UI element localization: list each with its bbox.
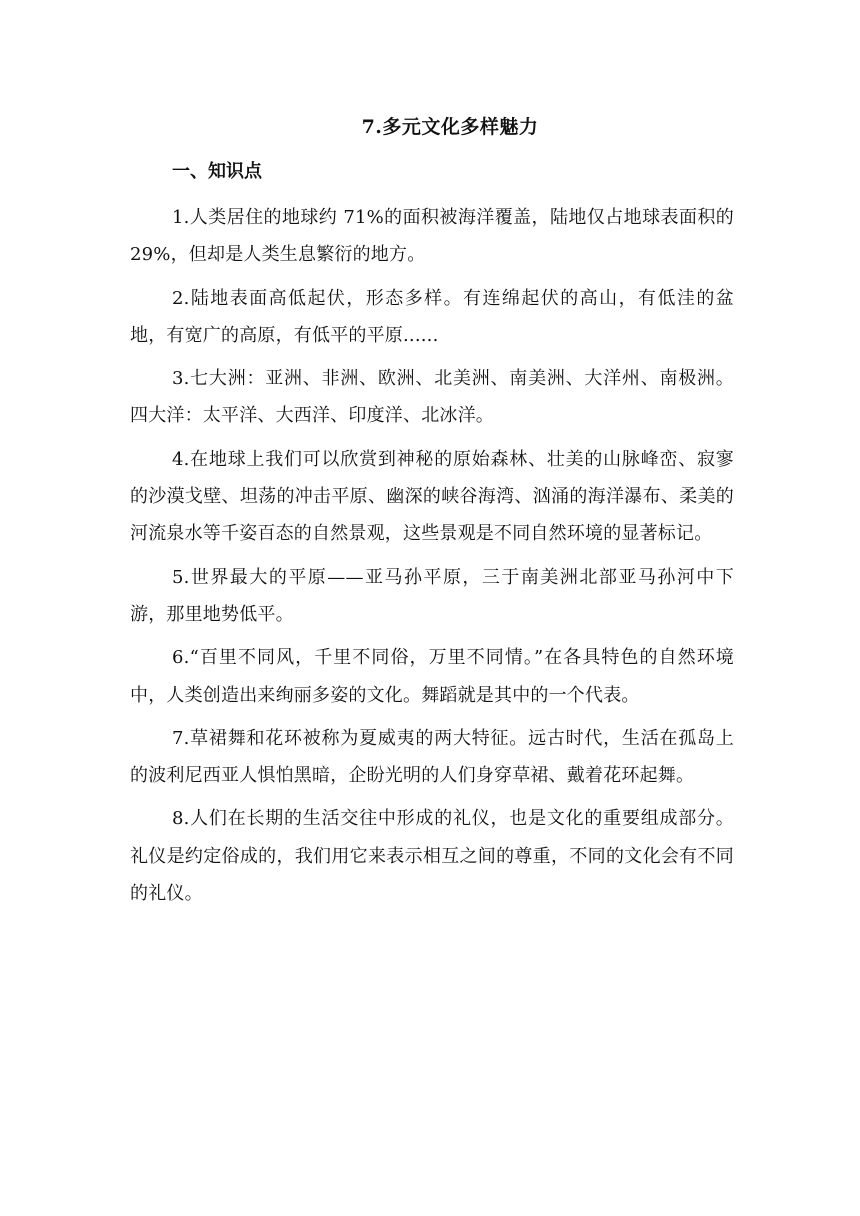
paragraph-4: 4.在地球上我们可以欣赏到神秘的原始森林、壮美的山脉峰峦、寂寥的沙漠戈壁、坦荡的冲击平原、幽深的峡谷海湾、汹涌的海洋瀑布、柔美的河流泉水等千姿百态的自然景观，这些景观是不同自然环境的显著标记。 bbox=[130, 448, 734, 545]
paragraph-7: 7.草裙舞和花环被称为夏威夷的两大特征。远古时代，生活在孤岛上的波利尼西亚人惧怕黑暗，企盼光明的人们身穿草裙、戴着花环起舞。 bbox=[130, 727, 734, 787]
paragraph-5: 5.世界最大的平原——亚马孙平原，三于南美洲北部亚马孙河中下游，那里地势低平。 bbox=[130, 566, 734, 625]
section-heading: 一、知识点 bbox=[172, 161, 262, 182]
paragraph-2: 2.陆地表面高低起伏，形态多样。有连绵起伏的高山，有低洼的盆地，有宽广的高原，有低平的平原...... bbox=[130, 287, 734, 346]
body-text bbox=[130, 199, 734, 918]
document-title: 7.多元文化多样魅力 bbox=[361, 116, 539, 138]
paragraph-1: 1.人类居住的地球约 71%的面积被海洋覆盖，陆地仅占地球表面积的 29%，但却是人类生息繁衍的地方。 bbox=[130, 207, 734, 266]
paragraph-3: 3.七大洲：亚洲、非洲、欧洲、北美洲、南美洲、大洋州、南极洲。四大洋：太平洋、大西洋、印度洋、北冰洋。 bbox=[130, 368, 734, 427]
paragraph-8: 8.人们在长期的生活交往中形成的礼仪，也是文化的重要组成部分。礼仪是约定俗成的，我们用它来表示相互之间的尊重，不同的文化会有不同的礼仪。 bbox=[130, 808, 734, 905]
paragraph-6: 6.“百里不同风，千里不同俗，万里不同情。”在各具特色的自然环境中，人类创造出来绚丽多姿的文化。舞蹈就是其中的一个代表。 bbox=[130, 647, 734, 706]
